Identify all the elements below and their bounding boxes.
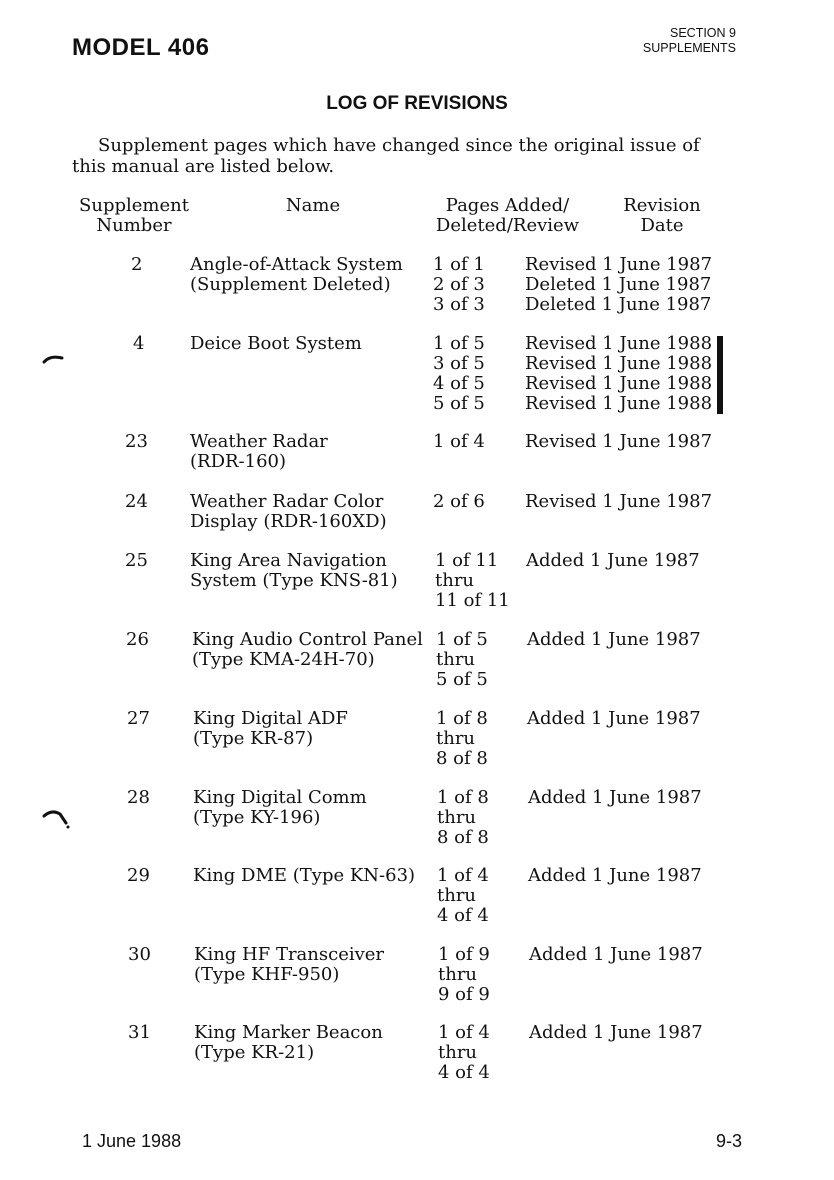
pages-affected: 1 of 4 thru 4 of 4 xyxy=(438,1022,490,1083)
margin-mark xyxy=(42,806,72,830)
section-number: SECTION 9 xyxy=(670,26,736,40)
supplement-number: 31 xyxy=(128,1022,151,1043)
pages-affected: 1 of 5 thru 5 of 5 xyxy=(436,629,488,690)
supplement-number: 27 xyxy=(127,708,150,729)
pages-affected: 1 of 8 thru 8 of 8 xyxy=(436,708,488,769)
supplement-number: 29 xyxy=(127,865,150,886)
page-number: 9-3 xyxy=(715,1131,742,1151)
pages-affected: 1 of 11 thru 11 of 11 xyxy=(435,550,510,611)
supplement-name: King Digital Comm (Type KY-196) xyxy=(193,787,367,828)
pages-affected: 2 of 6 xyxy=(433,491,485,512)
supplement-name: Angle-of-Attack System (Supplement Deleted) xyxy=(190,254,403,295)
pages-affected: 1 of 1 2 of 3 3 of 3 xyxy=(433,254,485,315)
supplement-number: 2 xyxy=(131,254,143,275)
column-header-date: Revision Date xyxy=(623,195,701,236)
revision-status: Revised 1 June 1987 xyxy=(525,491,713,512)
revision-status: Revised 1 June 1987 Deleted 1 June 1987 Deleted 1 June 1987 xyxy=(525,254,713,315)
revision-status: Added 1 June 1987 xyxy=(527,708,701,729)
section-label xyxy=(643,26,736,56)
margin-mark xyxy=(42,352,66,366)
footer-date: 1 June 1988 xyxy=(82,1131,182,1151)
revision-status: Revised 1 June 1988 Revised 1 June 1988 Revised 1 June 1988 Revised 1 June 1988 xyxy=(525,333,713,414)
revision-status: Revised 1 June 1987 xyxy=(525,431,713,452)
revision-status: Added 1 June 1987 xyxy=(527,629,701,650)
supplement-number: 26 xyxy=(126,629,149,650)
revision-status: Added 1 June 1987 xyxy=(529,944,703,965)
supplement-number: 25 xyxy=(125,550,148,571)
column-header-pages: Pages Added/ Deleted/Review xyxy=(435,195,580,236)
section-name: SUPPLEMENTS xyxy=(642,41,736,55)
revision-status: Added 1 June 1987 xyxy=(528,865,702,886)
revision-status: Added 1 June 1987 xyxy=(526,550,700,571)
supplement-name: Deice Boot System xyxy=(190,333,362,354)
supplement-number: 28 xyxy=(127,787,150,808)
page-title: LOG OF REVISIONS xyxy=(326,93,508,114)
supplement-number: 4 xyxy=(133,333,145,354)
supplement-name: King Marker Beacon (Type KR-21) xyxy=(194,1022,383,1063)
supplement-name: Weather Radar Color Display (RDR-160XD) xyxy=(190,491,387,532)
model-title: MODEL 406 xyxy=(72,34,210,61)
supplement-name: King DME (Type KN-63) xyxy=(193,865,416,886)
supplement-name: King Area Navigation System (Type KNS-81) xyxy=(190,550,398,591)
pages-affected: 1 of 8 thru 8 of 8 xyxy=(437,787,489,848)
pages-affected: 1 of 4 thru 4 of 4 xyxy=(437,865,489,926)
column-header-name: Name xyxy=(285,195,341,216)
intro-paragraph: Supplement pages which have changed since the original issue of this manual are listed below. xyxy=(72,135,700,177)
supplement-name: King Digital ADF (Type KR-87) xyxy=(193,708,348,749)
revision-status: Added 1 June 1987 xyxy=(529,1022,703,1043)
supplement-number: 24 xyxy=(125,491,148,512)
supplement-number: 23 xyxy=(125,431,148,452)
pages-affected: 1 of 5 3 of 5 4 of 5 5 of 5 xyxy=(433,333,485,414)
supplement-name: King Audio Control Panel (Type KMA-24H-70) xyxy=(192,629,423,670)
pages-affected: 1 of 9 thru 9 of 9 xyxy=(438,944,490,1005)
column-header-number: Supplement Number xyxy=(79,195,189,236)
pages-affected: 1 of 4 xyxy=(433,431,485,452)
supplement-name: King HF Transceiver (Type KHF-950) xyxy=(194,944,385,985)
supplement-number: 30 xyxy=(128,944,151,965)
revision-change-bar xyxy=(717,336,723,414)
revision-status: Added 1 June 1987 xyxy=(528,787,702,808)
supplement-name: Weather Radar (RDR-160) xyxy=(190,431,328,472)
